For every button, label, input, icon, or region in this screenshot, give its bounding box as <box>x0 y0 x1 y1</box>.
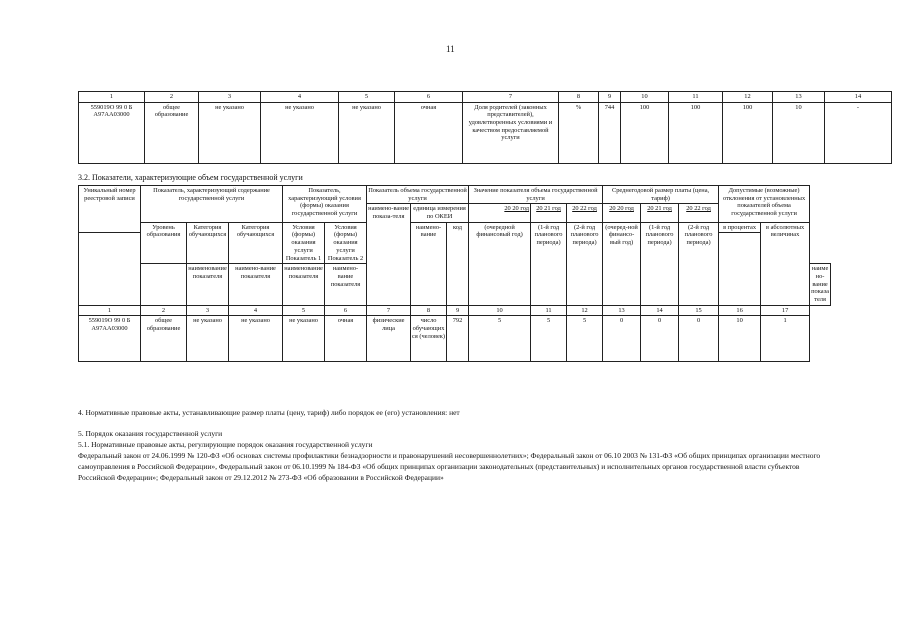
page-number: 11 <box>446 44 455 54</box>
table-row: 559019О 99 0 Б А97АА03000 общее образование не указано не указано не указано очная физические лица число обучающихся (человек) 792 5 5 5 0 0 0 10 1 <box>79 316 831 362</box>
section-caption: 3.2. Показатели, характеризующие объем государственной услуги <box>78 173 303 182</box>
section-5-1-title: 5.1. Нормативные правовые акты, регулирующие порядок оказания государственной услуги <box>78 440 373 449</box>
table-header-numbers: 1 2 3 4 5 6 7 8 9 10 11 12 13 14 <box>79 92 892 103</box>
section-4: 4. Нормативные правовые акты, устанавливающие размер платы (цену, тариф) либо порядок ее (его) установления: нет <box>78 408 460 417</box>
quality-table <box>78 91 892 164</box>
table-header-numbers: 1 2 3 4 5 6 7 8 9 10 11 12 13 14 15 16 17 <box>79 305 831 316</box>
section-5 <box>78 428 838 483</box>
table-row: 559019О 99 0 Б А97АА03000 общее образование не указано не указано не указано очная Доля родителей (законных представителей), удовлетворенных условиями и качеством предоставляемой услуги % 744 100 100 100 10 - <box>79 102 892 163</box>
section-5-text: Федеральный закон от 24.06.1999 № 120-ФЗ «Об основах системы профилактики безнадзорности и правонарушений несовершеннолетних»; Федеральный закон от 06.10 2003 № 131-ФЗ «Об общих принципах организации местного самоуправления в Российской Федерации», Федеральный закон от 06.10.1999 № 184-ФЗ «Об общих принципах организации законодательных (представительных) и исполнительных органов государственной власти субъектов Российской Федерации»; Федеральный закон от 29.12.2012 № 273-ФЗ «Об образовании в Российской Федерации» <box>78 451 821 482</box>
volume-table: Уникальный номер реестровой записи Показатель, характеризующий содержание государственной услуги Показатель, характеризующий условия (формы) оказания государственной услуги Показатель объема государственной услуги Значение показателя объема государственной услуги Среднегодовой размер платы (цена, тариф) Допустимые (возможные) отклонения от установленных показателей объема государственной услуги наимено-вание показа-теля единица измерения по ОКЕИ 20 20 год 20 21 год 20 22 год 20 20 год 20 21 год 20 22 год Уровень образования Категория обучающихся Категория обучающихся Условия (формы) оказания услуги Показатель 1 Условия (формы) оказания услуги Показатель 2 наимено-вание код (очередной финансовый год) (1-й год планового периода) (2-й год планового периода) (очеред-ной финансо-вый год) (1-й год планового периода) (2-й год планового периода) в процентах в абсолютных величинах наименование показателя наимено-вание показателя наименование показателя наимено-вание показателя наимено-вание показателя 1 2 3 4 5 6 7 8 9 10 11 12 13 14 15 16 17 559019О 99 0 Б А97АА03000 общее образование не указано не указано не указано очная физические лица число обучающихся (человек) 792 5 5 5 0 0 0 10 1 <box>78 185 831 362</box>
section-5-title: 5. Порядок оказания государственной услуги <box>78 429 223 438</box>
